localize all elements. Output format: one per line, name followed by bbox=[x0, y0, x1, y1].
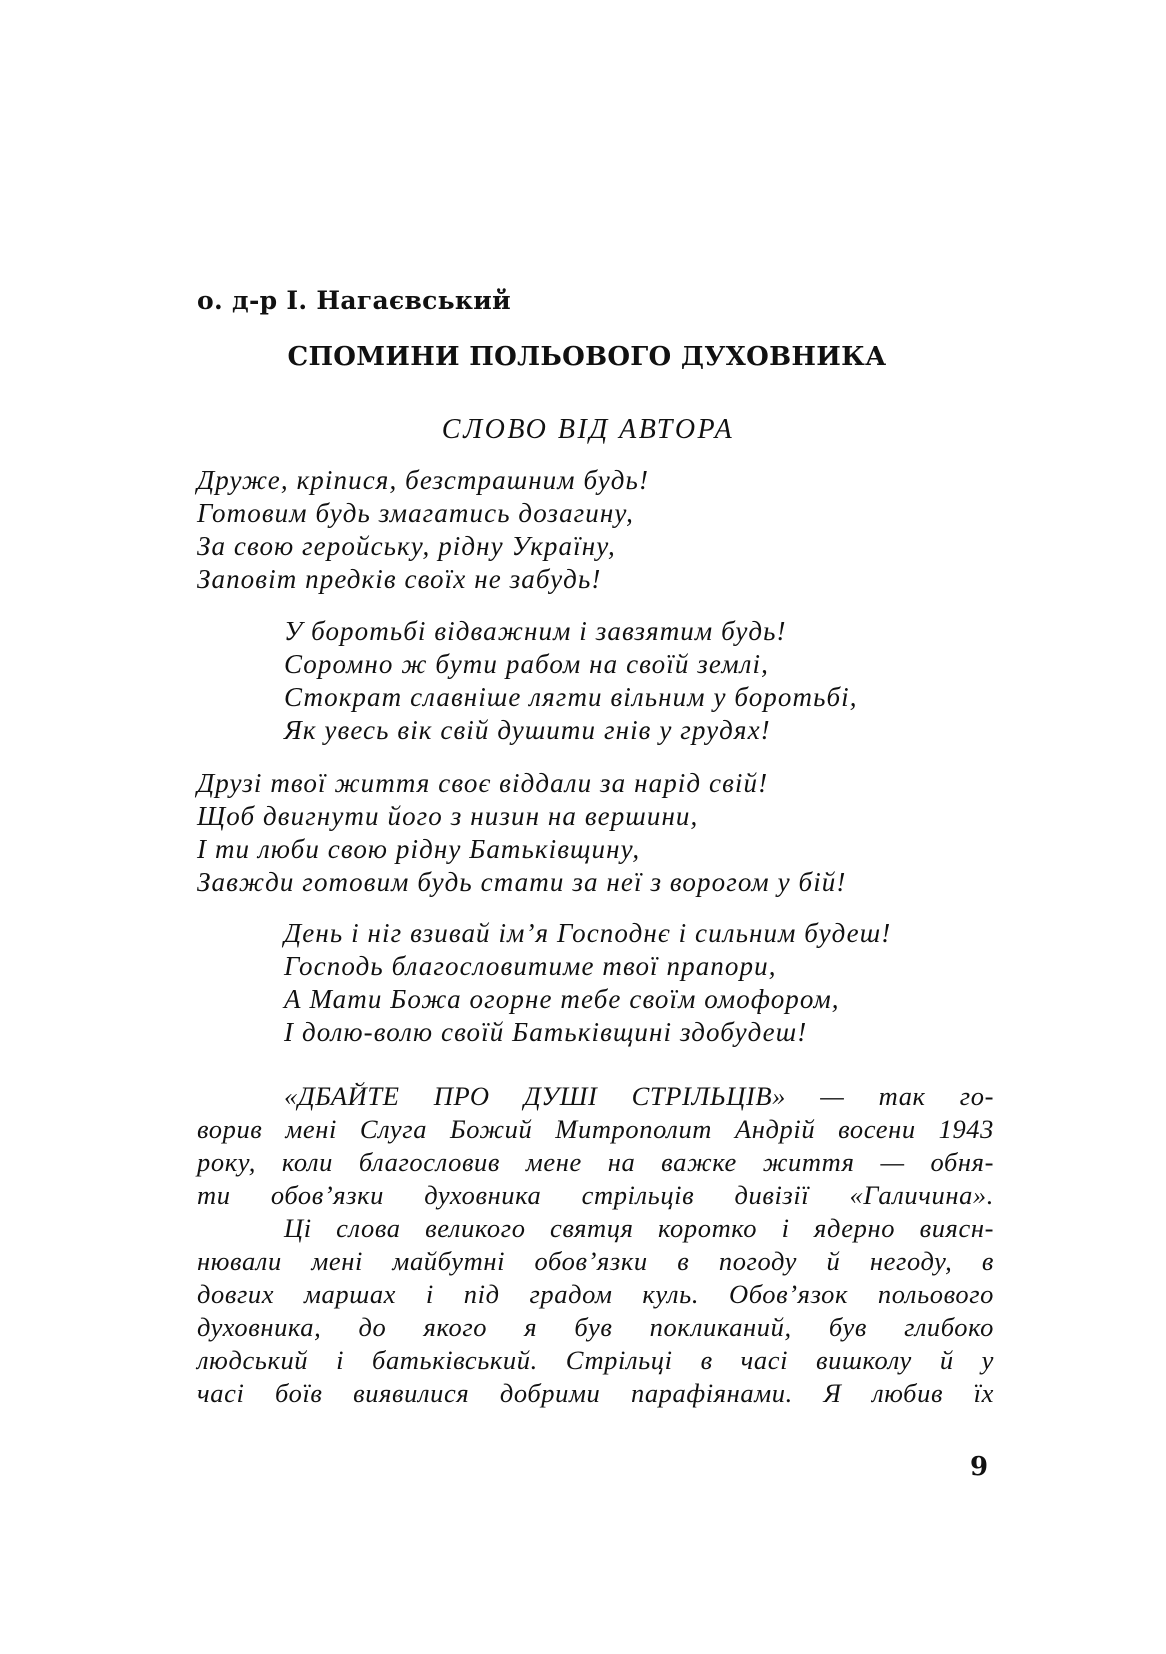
text-line: нювали мені майбутні обов’язки в погоду й негоду, в bbox=[197, 1246, 994, 1276]
paragraph-2 bbox=[197, 1212, 994, 1410]
poem-stanza-4 bbox=[284, 917, 891, 1049]
section-subtitle: СЛОВО ВІД АВТОРА bbox=[441, 414, 735, 445]
poem-line: І ти люби свою рідну Батьківщину, bbox=[197, 834, 641, 864]
poem-stanza-3 bbox=[197, 767, 846, 899]
poem-line: Друзі твої життя своє віддали за нарід свій! bbox=[197, 768, 769, 798]
poem-line: Як увесь вік свій душити гнів у грудях! bbox=[284, 715, 771, 745]
poem-line: Друже, кріпися, безстрашним будь! bbox=[197, 465, 650, 495]
poem-line: А Мати Божа огорне тебе своїм омофором, bbox=[284, 984, 840, 1014]
poem-line: День і ніг взивай ім’я Господнє і сильним будеш! bbox=[284, 918, 892, 948]
text-line: Ці слова великого святця коротко і ядерно виясн- bbox=[284, 1213, 994, 1243]
poem-line: У боротьбі відважним і завзятим будь! bbox=[284, 616, 787, 646]
poem-stanza-1 bbox=[197, 464, 649, 596]
poem-line: Щоб двигнути його з низин на вершини, bbox=[197, 801, 699, 831]
poem-line: Готовим будь змагатись дозагину, bbox=[197, 498, 634, 528]
poem-line: Господь благословитиме твої прапори, bbox=[284, 951, 777, 981]
author-line: о. д-р І. Нагаєвський bbox=[197, 286, 511, 315]
poem-stanza-2 bbox=[284, 615, 858, 747]
text-line: ти обов’язки духовника стрільців дивізії «Галичина». bbox=[197, 1180, 994, 1210]
text-line: року, коли благословив мене на важке життя — обня- bbox=[197, 1147, 994, 1177]
page-number: 9 bbox=[970, 1452, 989, 1482]
poem-line: За свою геройську, рідну Україну, bbox=[197, 531, 616, 561]
text-line: довгих маршах і під градом куль. Обов’язок польового bbox=[197, 1279, 994, 1309]
text-line: духовника, до якого я був покликаний, був глибоко bbox=[197, 1312, 994, 1342]
poem-line: Соромно ж бути рабом на своїй землі, bbox=[284, 649, 769, 679]
text-line: «ДБАЙТЕ ПРО ДУШІ СТРІЛЬЦІВ» — так го- bbox=[284, 1081, 994, 1111]
text-line: людський і батьківський. Стрільці в часі вишколу й у bbox=[197, 1345, 994, 1375]
chapter-title: СПОМИНИ ПОЛЬОВОГО ДУХОВНИКА bbox=[287, 342, 887, 372]
text-line: ворив мені Слуга Божий Митрополит Андрій восени 1943 bbox=[197, 1114, 994, 1144]
text-line: часі боїв виявилися добрими парафіянами. Я любив їх bbox=[197, 1378, 994, 1408]
paragraph-1 bbox=[197, 1080, 994, 1212]
poem-line: Стократ славніше лягти вільним у боротьбі, bbox=[284, 682, 858, 712]
poem-line: І долю-волю своїй Батьківщині здобудеш! bbox=[284, 1017, 808, 1047]
body-text bbox=[197, 1080, 994, 1410]
poem-line: Завжди готовим будь стати за неї з ворогом у бій! bbox=[197, 867, 847, 897]
poem-line: Заповіт предків своїх не забудь! bbox=[197, 564, 602, 594]
